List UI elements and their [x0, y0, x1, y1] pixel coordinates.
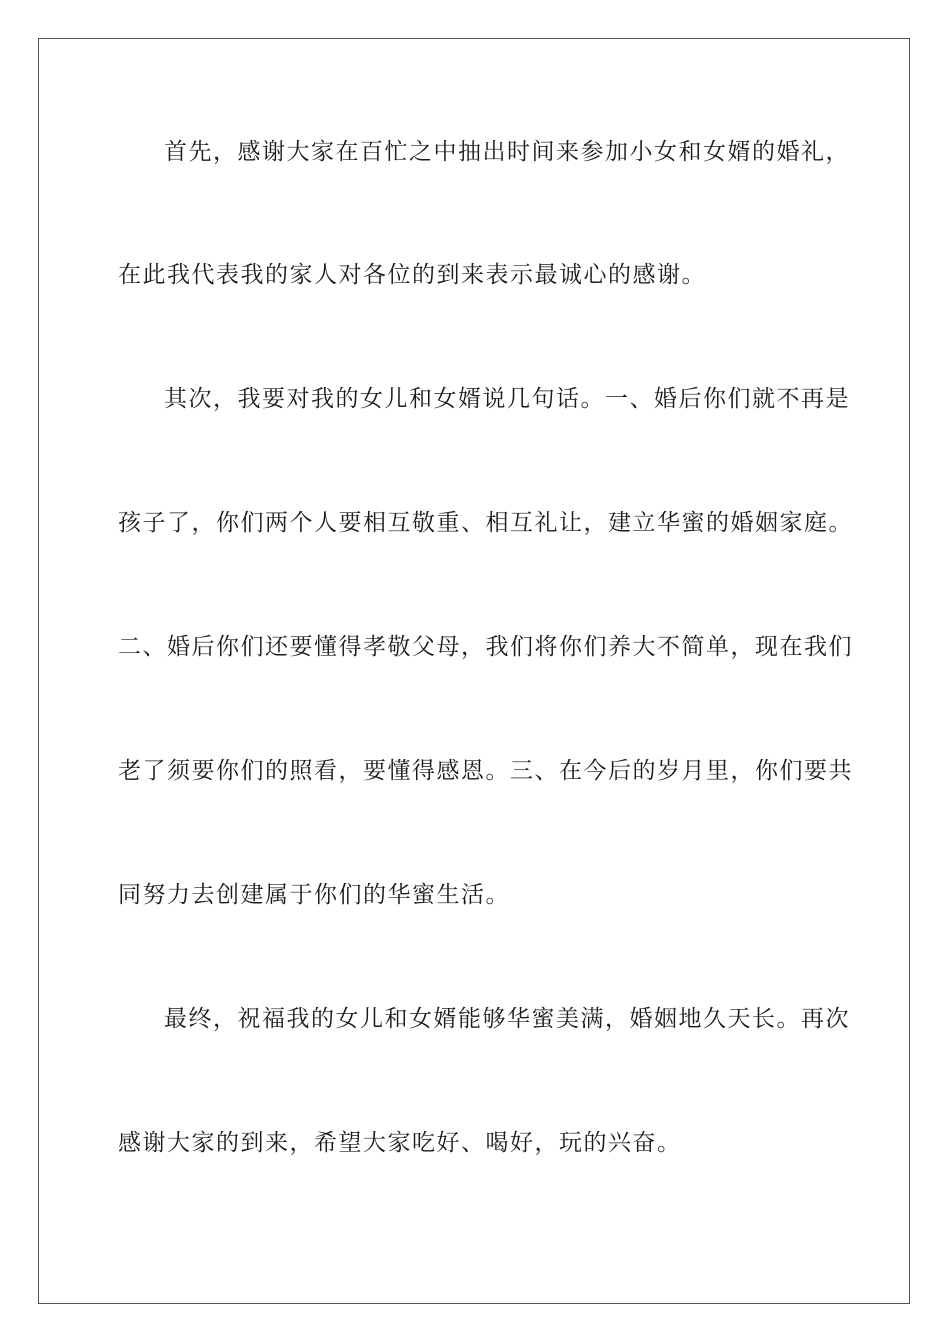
paragraph-3-line-2: 感谢大家的到来，希望大家吃好、喝好，玩的兴奋。 — [118, 1130, 682, 1156]
paragraph-1-line-2: 在此我代表我的家人对各位的到来表示最诚心的感谢。 — [118, 262, 706, 288]
paragraph-2-line-2: 孩子了，你们两个人要相互敬重、相互礼让，建立华蜜的婚姻家庭。 — [118, 510, 853, 536]
paragraph-2-line-4: 老了须要你们的照看，要懂得感恩。三、在今后的岁月里，你们要共 — [118, 758, 853, 784]
paragraph-2-line-1: 其次，我要对我的女儿和女婿说几句话。一、婚后你们就不再是 — [164, 386, 850, 412]
paragraph-2-line-3: 二、婚后你们还要懂得孝敬父母，我们将你们养大不简单，现在我们 — [118, 634, 853, 660]
page-border — [38, 38, 910, 1304]
paragraph-2-line-5: 同努力去创建属于你们的华蜜生活。 — [118, 882, 510, 908]
paragraph-3-line-1: 最终，祝福我的女儿和女婿能够华蜜美满，婚姻地久天长。再次 — [164, 1006, 850, 1032]
paragraph-1-line-1: 首先，感谢大家在百忙之中抽出时间来参加小女和女婿的婚礼， — [164, 139, 850, 165]
